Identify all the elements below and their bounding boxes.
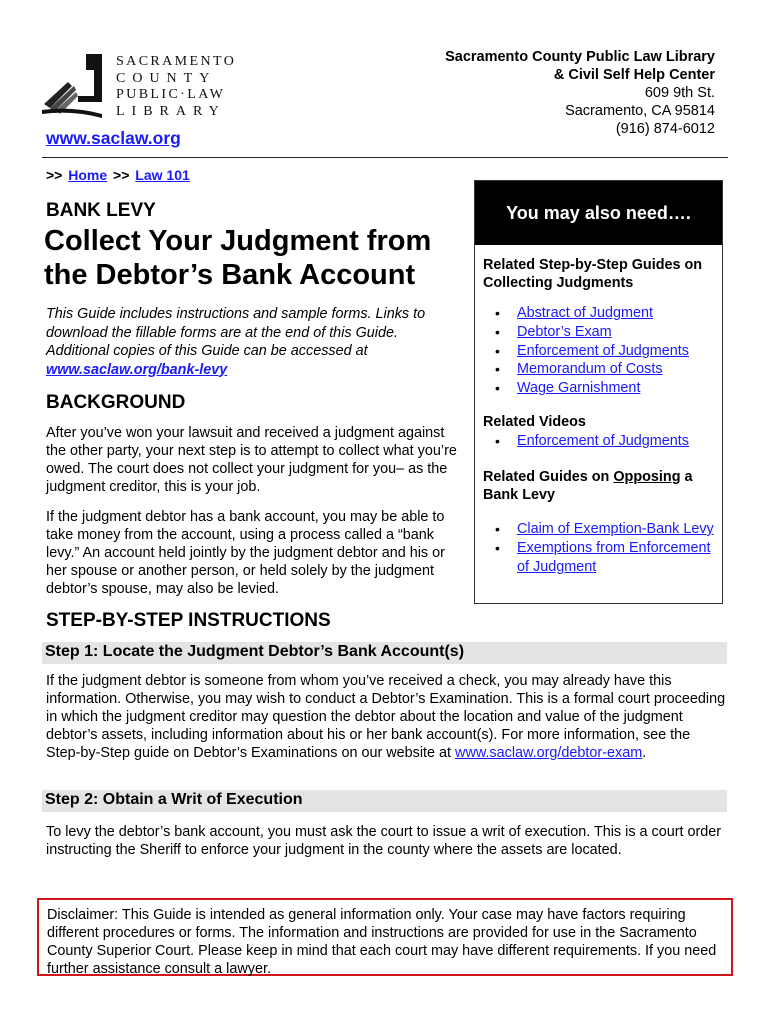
bank-levy-link[interactable]: www.saclaw.org/bank-levy (46, 361, 228, 378)
list-item (475, 379, 720, 398)
list-item (475, 539, 720, 577)
breadcrumb-law101-link[interactable]: Law 101 (135, 167, 190, 183)
page-kicker: BANK LEVY (46, 200, 156, 221)
step-1-end: . (642, 745, 647, 761)
list-item (475, 304, 720, 323)
related-videos-heading: Related Videos (483, 414, 586, 430)
step-2-title: Step 2: Obtain a Writ of Execution (45, 791, 303, 808)
list-item (475, 360, 720, 379)
guide-link-debtors-exam[interactable]: Debtor’s Exam (517, 323, 612, 340)
logo-text-line: PUBLIC·LAW (116, 87, 226, 102)
header-divider (42, 157, 728, 158)
background-heading: BACKGROUND (46, 392, 186, 413)
logo-text-line: SACRAMENTO (116, 54, 237, 69)
list-item (475, 432, 720, 451)
sidebar-heading: You may also need…. (475, 181, 722, 245)
opposing-heading-pre: Related Guides on (483, 469, 610, 485)
related-guides-list (475, 304, 720, 398)
logo-text-line: LIBRARY (116, 103, 226, 119)
address-city: Sacramento, CA 95814 (565, 103, 715, 119)
guide-link-abstract[interactable]: Abstract of Judgment (517, 305, 653, 321)
opposing-guides-list (475, 520, 720, 576)
guide-link-enforcement[interactable]: Enforcement of Judgments (517, 342, 689, 359)
guide-link-exemptions[interactable]: Exemptions from Enforcement of Judgment (517, 539, 711, 575)
address-street: 609 9th St. (644, 85, 715, 101)
background-paragraph-2: If the judgment debtor has a bank account, you may be able to take money from the account, using a process called a “bank levy.” An account held jointly by the judgment debtor and his or her spouse or another person, or held solely by the judgment debtor’s spouse, may also be levied. (46, 509, 445, 597)
opposing-heading-post: a Bank Levy (483, 469, 693, 503)
guide-link-memorandum[interactable]: Memorandum of Costs (517, 361, 663, 378)
breadcrumb-home-link[interactable]: Home (68, 167, 108, 183)
guide-link-wage-garnishment[interactable]: Wage Garnishment (517, 380, 641, 397)
related-videos-list (475, 432, 720, 451)
step-1-header (42, 642, 727, 664)
debtor-exam-link[interactable]: www.saclaw.org/debtor-exam (455, 745, 643, 761)
related-resources-sidebar (474, 180, 723, 604)
library-address (445, 48, 715, 138)
step-1-text: If the judgment debtor is someone from whom you’ve received a check, you may already have this information. Otherwise, you may wish to conduct a Debtor’s Examination. This is a formal court proceeding in which the judgment creditor may question the debtor about the location and value of the judgment debtor’s assets, including information about his or her bank account(s). For more information, see the Step-by-Step guide on Debtor’s Examinations on our website at (46, 673, 726, 761)
step-1-title: Step 1: Locate the Judgment Debtor’s Bank Account(s) (45, 643, 465, 660)
address-phone: (916) 874-6012 (615, 121, 715, 137)
disclaimer-box: Disclaimer: This Guide is intended as general information only. Your case may have factors requiring different procedures or forms. The information and instructions are provided for use in the Sacramento County Superior Court. Please keep in mind that each court may have different requirements. If you need further assistance consult a lawyer. (37, 898, 733, 976)
related-guides-heading: Related Step-by-Step Guides on Collecting Judgments (483, 257, 703, 291)
library-logo (42, 52, 252, 122)
step-2-header (42, 790, 727, 812)
list-item (475, 520, 720, 539)
book-logo-icon (42, 52, 112, 118)
opposing-guides-heading (483, 468, 719, 504)
address-name: Sacramento County Public Law Library (445, 49, 715, 65)
step-2-body: To levy the debtor’s bank account, you must ask the court to issue a writ of execution. This is a court order instructing the Sheriff to enforce your judgment in the county where the assets are located. (46, 824, 722, 858)
logo-text-line: COUNTY (116, 70, 217, 86)
breadcrumb-separator: >> (113, 167, 130, 183)
opposing-heading-underlined: Opposing (613, 469, 681, 485)
breadcrumb-separator: >> (46, 167, 63, 183)
list-item (475, 323, 720, 342)
address-center: & Civil Self Help Center (553, 67, 715, 83)
site-url-link[interactable]: www.saclaw.org (46, 128, 181, 148)
intro-text: This Guide includes instructions and sample forms. Links to download the fillable forms are at the end of this Guide. Additional copies of this Guide can be accessed at (46, 306, 426, 359)
video-link-enforcement[interactable]: Enforcement of Judgments (517, 433, 689, 449)
steps-heading: STEP-BY-STEP INSTRUCTIONS (46, 610, 331, 631)
breadcrumb (46, 167, 192, 183)
step-1-body (46, 672, 726, 762)
page-title: Collect Your Judgment from the Debtor’s Bank Account (44, 225, 432, 291)
list-item (475, 342, 720, 361)
intro-paragraph (46, 305, 456, 379)
background-paragraph-1: After you’ve won your lawsuit and received a judgment against the other party, your next step is to attempt to collect what you’re owed. The court does not collect your judgment for you– as the judgment creditor, this is your job. (46, 425, 457, 495)
guide-link-claim-of-exemption[interactable]: Claim of Exemption-Bank Levy (517, 521, 714, 537)
